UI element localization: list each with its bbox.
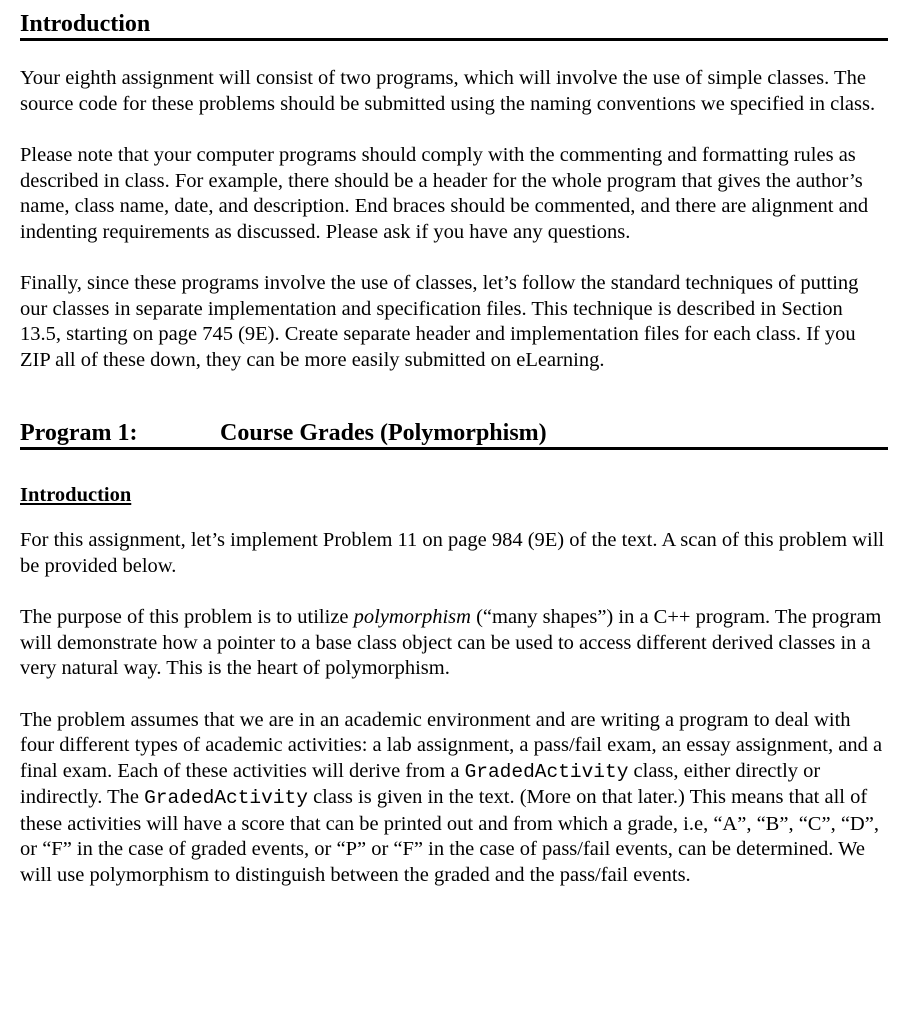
program-heading-rule <box>20 447 888 450</box>
p2-text-a: The purpose of this problem is to utilize <box>20 606 354 628</box>
p3-code-1: GradedActivity <box>464 760 629 783</box>
program-1-subheading: Introduction <box>20 484 132 506</box>
section-heading-introduction: Introduction <box>20 11 151 37</box>
intro-paragraph-3: Finally, since these programs involve the use of classes, let’s follow the standard techniques of putting our classes in separate implementation and specification files. This technique is described in Section 13.5, starting on page 745 (9E). Create separate header and implementation files for each class. If you ZIP all of these down, they can be more easily submitted on eLearning. <box>20 272 859 371</box>
program-1-label: Program 1: <box>20 420 138 446</box>
p3-code-2: GradedActivity <box>144 787 308 809</box>
p3-text-c: class is given in the text. (More on that later.) This means that all of these activities will have a score that can be printed out and from which a grade, i.e, “A”, “B”, “C”, “D”, or “F” in the case of graded events, or “P” or “F” in the case of pass/fail events, can be determined. We will use polymorphism to distinguish between the graded and the pass/fail events. <box>20 786 879 886</box>
document-page <box>20 0 888 888</box>
program-1-title: Course Grades (Polymorphism) <box>220 420 547 446</box>
program-paragraph-2 <box>20 605 888 682</box>
program-1-heading <box>20 419 888 447</box>
heading-rule <box>20 38 888 41</box>
intro-paragraph-1: Your eighth assignment will consist of two programs, which will involve the use of simple classes. The source code for these problems should be submitted using the naming conventions we specified in class. <box>20 67 876 115</box>
program-paragraph-3 <box>20 708 888 889</box>
p2-text-b: (“many shapes”) in a C++ program. The program will demonstrate how a pointer to a base class object can be used to access different derived classes in a very natural way. This is the heart of polymorphism. <box>20 606 882 679</box>
p3-text-b: class, either directly or indirectly. The <box>20 759 821 808</box>
p3-text-a: The problem assumes that we are in an academic environment and are writing a program to deal with four different types of academic activities: a lab assignment, a pass/fail exam, an essay assignment, and a final exam. Each of these activities will derive from a <box>20 708 883 782</box>
program-paragraph-1: For this assignment, let’s implement Problem 11 on page 984 (9E) of the text. A scan of this problem will be provided below. <box>20 529 885 577</box>
p2-emphasis: polymorphism <box>353 606 471 628</box>
intro-paragraph-2: Please note that your computer programs should comply with the commenting and formatting rules as described in class. For example, there should be a header for the whole program that gives the author’s name, class name, date, and description. End braces should be commented, and there are alignment and indenting requirements as discussed. Please ask if you have any questions. <box>20 144 869 243</box>
